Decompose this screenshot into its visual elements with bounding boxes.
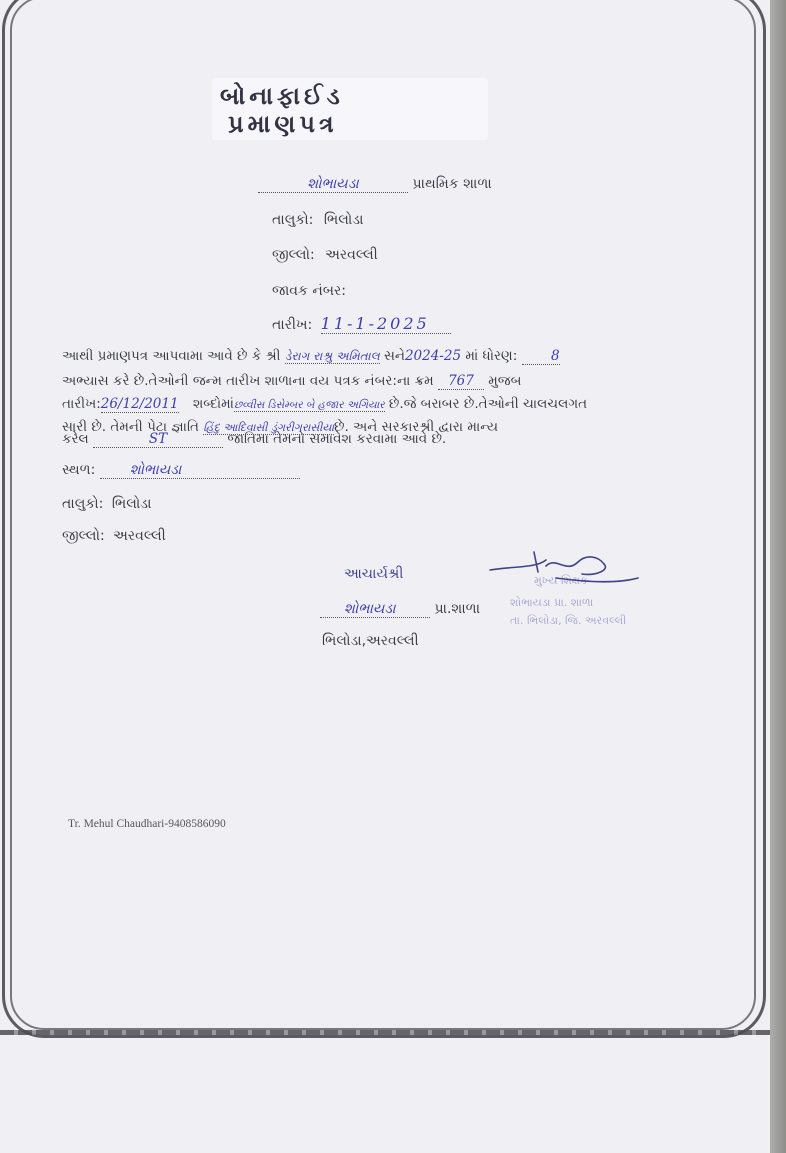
year-value: 2024-25 — [404, 348, 462, 364]
dob-words: છવ્વીસ ડિસેમ્બર બે હજાર અગિયાર — [234, 399, 385, 411]
dob-label: તારીખ: — [62, 396, 101, 412]
principal-school-suffix: પ્રા.શાળા — [434, 601, 480, 617]
date-label: તારીખ: — [272, 317, 313, 333]
district-label: જીલ્લો: — [272, 247, 315, 263]
taluka-line — [272, 212, 363, 228]
school-line — [258, 176, 492, 193]
subcaste-value: હિંદુ આદિવાસી ડુંગરીગરાસીયા — [203, 421, 335, 434]
outward-label: જાવક નંબર: — [272, 283, 346, 299]
stamp-line-2: શોભાયડા પ્રા. શાળા — [510, 596, 594, 609]
body-line-2-suffix: મુજબ — [488, 373, 522, 389]
place-district-line — [62, 528, 166, 544]
title-line-2: પ્રમાણપત્ર — [228, 110, 338, 138]
body-line-1-prefix: આથી પ્રમાણપત્ર આપવામા આવે છે કે શ્રી — [62, 348, 281, 364]
title-line-1: બોનાફાઈડ — [220, 82, 344, 110]
place-taluka-label: તાલુકો: — [62, 496, 104, 512]
place-taluka-value: ભિલોડા — [111, 496, 152, 512]
body-line-2 — [62, 373, 521, 390]
outward-number-line — [272, 283, 346, 299]
body-line-1 — [62, 348, 560, 365]
district-line — [272, 247, 378, 263]
body-line-2-prefix: અભ્યાસ કરે છે.તેઓની જન્મ તારીખ શાળાના વય પત્રક નંબર:ના ક્રમ — [62, 373, 434, 389]
dob-value: 26/12/2011 — [100, 396, 179, 412]
principal-school-line — [320, 601, 480, 618]
year-label: સને — [383, 348, 405, 364]
date-value: 11-1-2025 — [320, 314, 430, 333]
taluka-label: તાલુકો: — [272, 212, 314, 228]
body-line-4-prefix: સારી છે. તેમની પેટા જ્ઞાતિ — [62, 419, 199, 435]
school-name: શોભાયડા — [307, 176, 359, 192]
student-name: ડેરાગ રાશ્રુ અમિતાલ — [284, 349, 380, 363]
footer-credit: Tr. Mehul Chaudhari-9408586090 — [68, 818, 226, 830]
body-line-5-prefix: કરેલ — [62, 431, 89, 447]
inner-border — [10, 0, 756, 1030]
place-line — [62, 462, 300, 479]
school-suffix: પ્રાથમિક શાળા — [412, 176, 492, 192]
body-line-4-suffix: છે. અને સરકારશ્રી દ્વારા માન્ય — [334, 419, 499, 435]
body-line-3 — [62, 396, 587, 412]
body-line-5 — [62, 431, 446, 448]
place-value: શોભાયડા — [129, 462, 182, 478]
taluka-value: ભિલોડા — [323, 212, 364, 228]
body-line-5-suffix: જાતિમા તેમનો સમાવેશ કરવામા આવે છે. — [227, 431, 447, 447]
principal-signature — [486, 548, 646, 594]
principal-location: ભિલોડા,અરવલ્લી — [322, 633, 419, 649]
stamp-line-3: તા. ભિલોડા, જિ. અરવલ્લી — [510, 614, 627, 627]
place-district-value: અરવલ્લી — [113, 528, 166, 544]
register-number: 767 — [438, 373, 484, 390]
stamp-line-1: મુખ્ય શિક્ષક — [534, 574, 588, 587]
certificate-title — [212, 78, 488, 140]
body-line-3-suffix: છે.જે બરાબર છે.તેઓની ચાલચલગત — [388, 396, 588, 412]
std-label: માં ધોરણ: — [465, 348, 518, 364]
date-line — [272, 314, 451, 334]
std-value: 8 — [522, 348, 560, 365]
category-value: ST — [148, 431, 168, 447]
place-taluka-line — [62, 496, 151, 512]
words-label: શબ્દોમાં — [192, 396, 234, 412]
principal-title: આચાર્યશ્રી — [344, 566, 404, 582]
place-label: સ્થળ: — [62, 462, 96, 478]
bottom-border-rule — [0, 1030, 770, 1035]
principal-school-name: શોભાયડા — [344, 601, 396, 617]
place-district-label: જીલ્લો: — [62, 528, 105, 544]
district-value: અરવલ્લી — [325, 247, 378, 263]
